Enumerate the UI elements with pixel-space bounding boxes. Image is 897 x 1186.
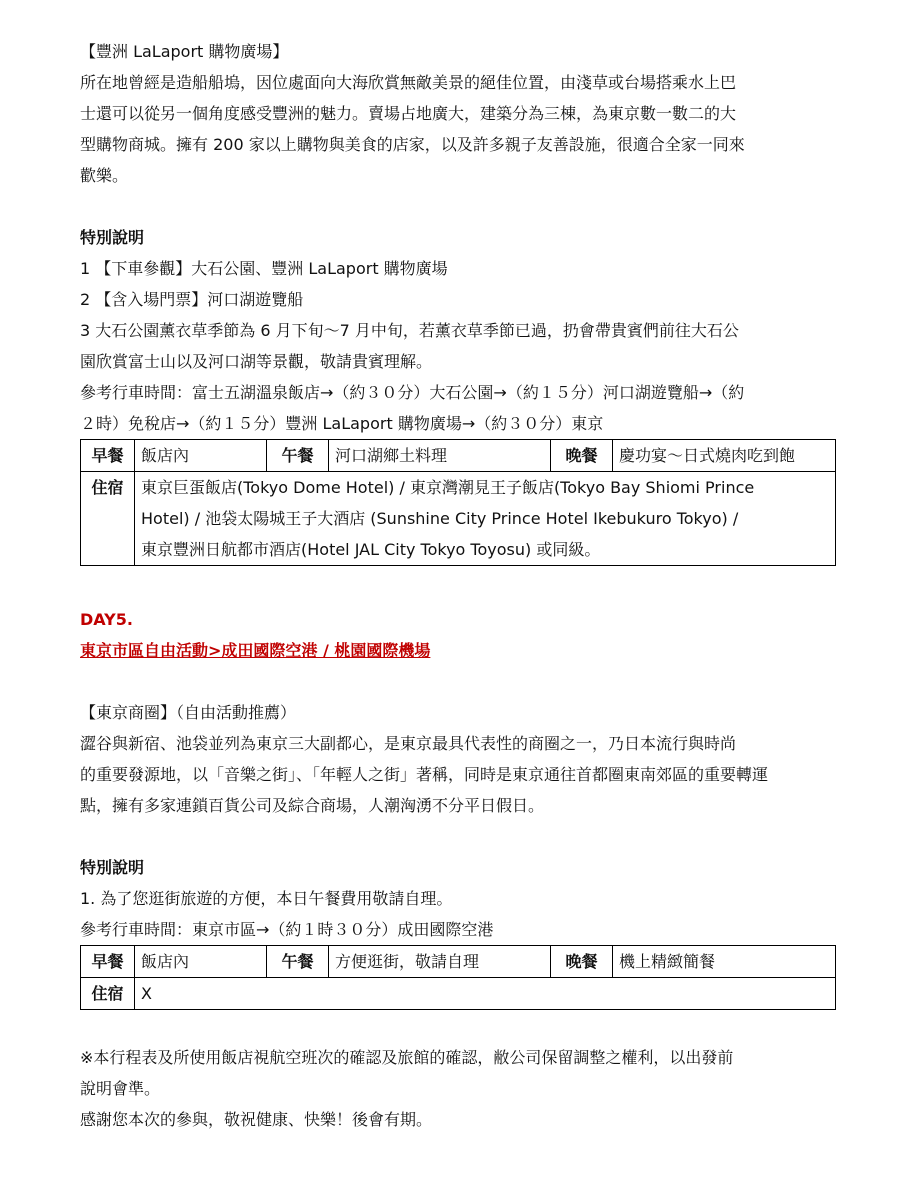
hotel-label: 住宿 — [81, 978, 135, 1010]
notes-heading: 特別說明 — [80, 858, 145, 877]
note-item: 1. 為了您逛街旅遊的方便，本日午餐費用敬請自理。 — [80, 889, 453, 908]
breakfast-value: 飯店內 — [135, 946, 267, 978]
dinner-label: 晚餐 — [551, 440, 613, 472]
itinerary-page — [80, 36, 836, 1135]
lalaport-title: 【豐洲 LaLaport 購物廣場】 — [80, 42, 289, 61]
lunch-label: 午餐 — [267, 440, 329, 472]
dinner-label: 晚餐 — [551, 946, 613, 978]
note-item: 1 【下車參觀】大石公園、豐洲 LaLaport 購物廣場 — [80, 259, 448, 278]
shibuya-desc-line: 澀谷與新宿、池袋並列為東京三大副都心，是東京最具代表性的商圈之一，乃日本流行與時尚 — [80, 734, 737, 753]
route-line: 參考行車時間：富士五湖溫泉飯店→（約３０分）大石公園→（約１５分）河口湖遊覽船→（約 — [80, 383, 745, 402]
hotel-row — [81, 978, 836, 1010]
day5-label: DAY5. — [80, 610, 133, 629]
note-item: 3 大石公園薰衣草季節為 6 月下旬～7 月中旬，若薰衣草季節已過，扔會帶貴賓們前往大石公 — [80, 321, 739, 340]
hotel-row — [81, 472, 836, 566]
hotel-label: 住宿 — [81, 472, 135, 566]
route-line: ２時）免稅店→（約１５分）豐洲 LaLaport 購物廣場→（約３０分）東京 — [80, 414, 604, 433]
lunch-value: 方便逛街，敬請自理 — [329, 946, 551, 978]
disclaimer-line: ※本行程表及所使用飯店視航空班次的確認及旅館的確認，敝公司保留調整之權利，以出發前 — [80, 1048, 734, 1067]
hotel-line: 東京豐洲日航都市酒店(Hotel JAL City Tokyo Toyosu) 或同級。 — [141, 540, 601, 559]
breakfast-value: 飯店內 — [135, 440, 267, 472]
route-line: 參考行車時間：東京市區→（約１時３０分）成田國際空港 — [80, 920, 494, 939]
lalaport-desc-line: 型購物商城。擁有 200 家以上購物與美食的店家，以及許多親子友善設施，很適合全家一同來 — [80, 135, 745, 154]
day5-route-title: 東京市區自由活動>成田國際空港 / 桃園國際機場 — [80, 641, 431, 660]
note-item: 園欣賞富士山以及河口湖等景觀，敬請貴賓理解。 — [80, 352, 433, 371]
lalaport-desc-line: 所在地曾經是造船船塢，因位處面向大海欣賞無敵美景的絕佳位置，由淺草或台場搭乘水上巴 — [80, 73, 737, 92]
meal-table — [80, 945, 836, 1010]
lalaport-desc-line: 士還可以從另一個角度感受豐洲的魅力。賣場占地廣大，建築分為三棟，為東京數一數二的大 — [80, 104, 737, 123]
hotel-value — [135, 472, 836, 566]
breakfast-label: 早餐 — [81, 946, 135, 978]
shibuya-desc-line: 點，擁有多家連鎖百貨公司及綜合商場，人潮洶湧不分平日假日。 — [80, 796, 545, 815]
notes-heading: 特別說明 — [80, 228, 145, 247]
meal-row — [81, 946, 836, 978]
disclaimer-line: 說明會準。 — [80, 1079, 161, 1098]
hotel-line: Hotel) / 池袋太陽城王子大酒店 (Sunshine City Prince Hotel Ikebukuro Tokyo) / — [141, 509, 739, 528]
meal-table — [80, 439, 836, 566]
thanks-line: 感謝您本次的參與，敬祝健康、快樂！後會有期。 — [80, 1110, 433, 1129]
shibuya-desc-line: 的重要發源地，以「音樂之街」、「年輕人之街」著稱，同時是東京通往首都圈東南郊區的重要轉運 — [80, 765, 769, 784]
meal-row — [81, 440, 836, 472]
dinner-value: 機上精緻簡餐 — [613, 946, 836, 978]
shibuya-title: 【東京商圈】（自由活動推薦） — [80, 703, 297, 722]
lunch-label: 午餐 — [267, 946, 329, 978]
note-item: 2 【含入場門票】河口湖遊覽船 — [80, 290, 304, 309]
breakfast-label: 早餐 — [81, 440, 135, 472]
lunch-value: 河口湖鄉土料理 — [329, 440, 551, 472]
hotel-value: X — [135, 978, 836, 1010]
hotel-line: 東京巨蛋飯店(Tokyo Dome Hotel) / 東京灣潮見王子飯店(Tokyo Bay Shiomi Prince — [141, 478, 755, 497]
dinner-value: 慶功宴～日式燒肉吃到飽 — [613, 440, 836, 472]
lalaport-desc-line: 歡樂。 — [80, 166, 129, 185]
